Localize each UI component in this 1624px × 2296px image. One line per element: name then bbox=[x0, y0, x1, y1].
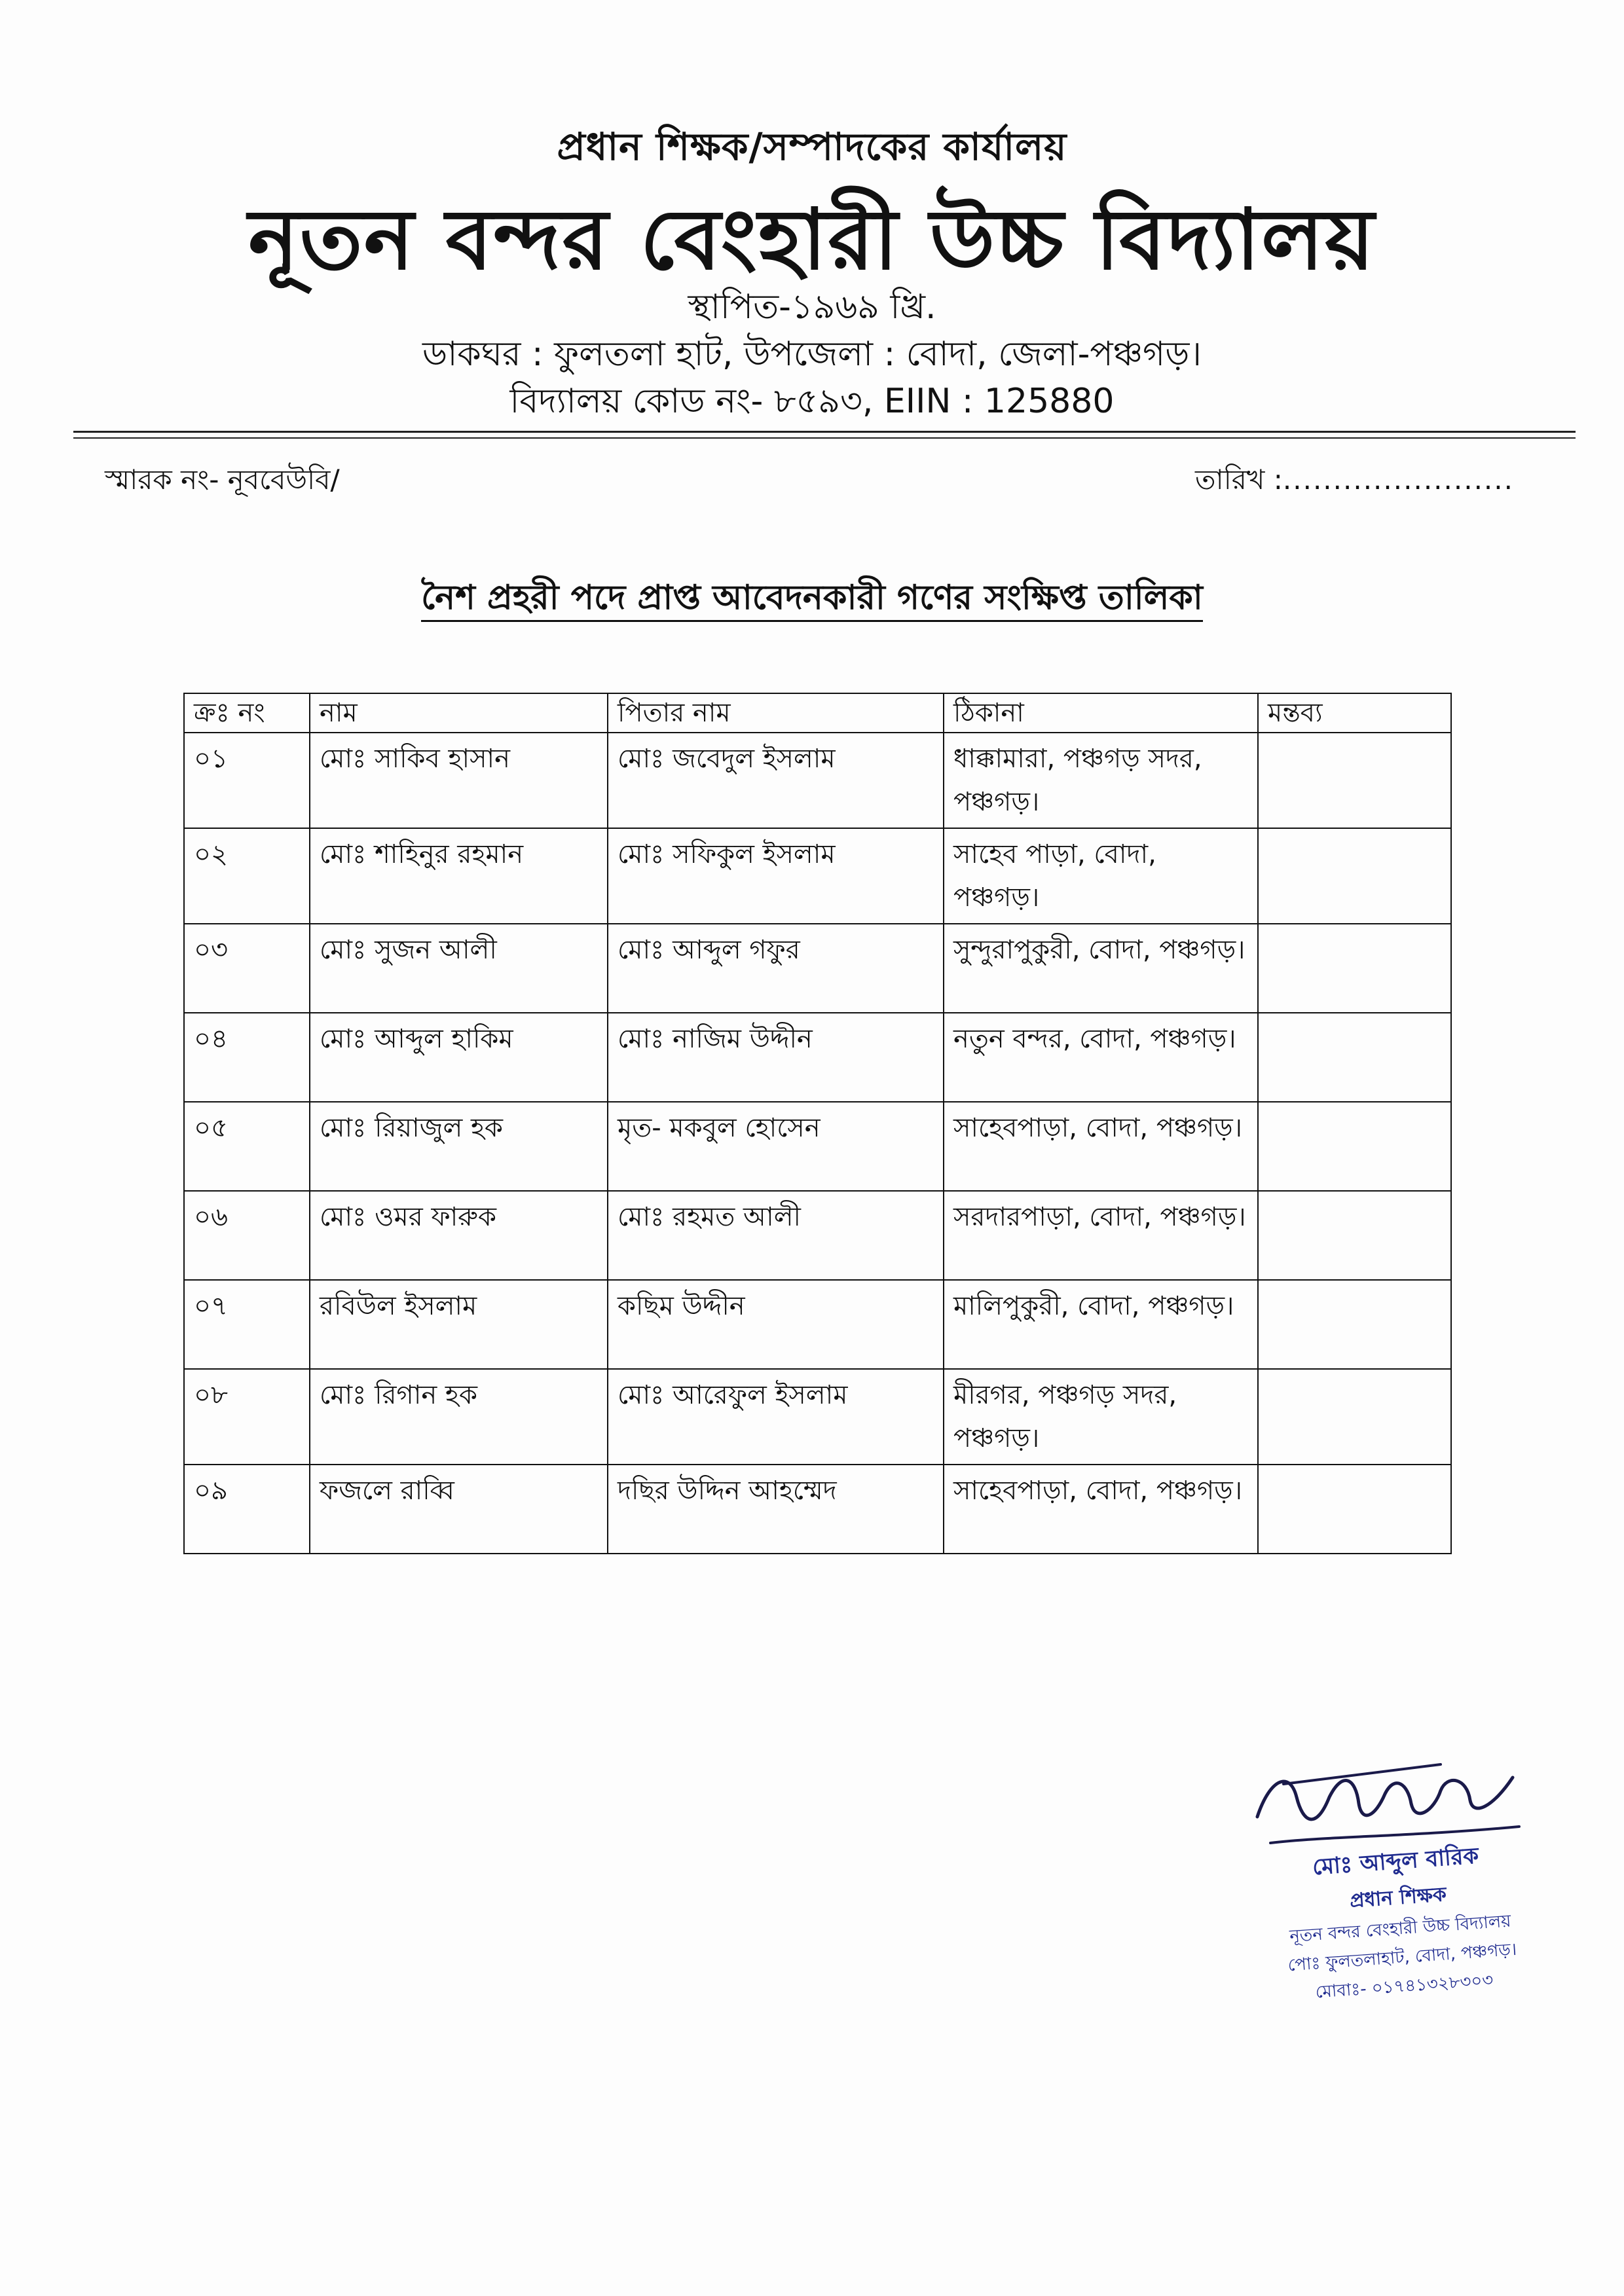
stamp-post: পোঃ ফুলতলাহাট, বোদা, পঞ্চগড়। bbox=[1287, 1939, 1518, 1976]
cell-remark bbox=[1258, 1102, 1451, 1191]
address-line: ডাকঘর : ফুলতলা হাট, উপজেলা : বোদা, জেলা-পঞ্চগড়। bbox=[422, 335, 1202, 374]
cell-address: মীরগর, পঞ্চগড় সদর, পঞ্চগড়। bbox=[944, 1369, 1258, 1465]
cell-serial: ০১ bbox=[184, 733, 310, 828]
cell-serial: ০৫ bbox=[184, 1102, 310, 1191]
stamp-title: প্রধান শিক্ষক bbox=[1349, 1883, 1448, 1913]
table-row bbox=[184, 1465, 1451, 1554]
applicants-table bbox=[183, 693, 1452, 1554]
cell-name: মোঃ আব্দুল হাকিম bbox=[310, 1013, 608, 1102]
school-name: নূতন বন্দর বেংহারী উচ্চ বিদ্যালয় bbox=[248, 191, 1376, 289]
cell-address: সাহেবপাড়া, বোদা, পঞ্চগড়। bbox=[944, 1465, 1258, 1554]
header-divider-thin bbox=[73, 437, 1576, 439]
date-dots: ....................... bbox=[1282, 464, 1514, 496]
date-label: তারিখ : bbox=[1195, 464, 1283, 496]
signature-block bbox=[1231, 1738, 1572, 2003]
cell-remark bbox=[1258, 1465, 1451, 1554]
cell-address: সাহেবপাড়া, বোদা, পঞ্চগড়। bbox=[944, 1102, 1258, 1191]
stamp-school: নূতন বন্দর বেংহারী উচ্চ বিদ্যালয় bbox=[1289, 1911, 1512, 1947]
cell-serial: ০৮ bbox=[184, 1369, 310, 1465]
cell-remark bbox=[1258, 924, 1451, 1013]
table-row bbox=[184, 733, 1451, 828]
header-serial: ক্রঃ নং bbox=[184, 693, 310, 733]
header-remark: মন্তব্য bbox=[1258, 693, 1451, 733]
header-father-name: পিতার নাম bbox=[608, 693, 944, 733]
cell-father-name: মোঃ রহমত আলী bbox=[608, 1191, 944, 1280]
cell-father-name: মোঃ নাজিম উদ্দীন bbox=[608, 1013, 944, 1102]
cell-remark bbox=[1258, 733, 1451, 828]
cell-address: সাহেব পাড়া, বোদা, পঞ্চগড়। bbox=[944, 828, 1258, 924]
official-stamp bbox=[1231, 1833, 1569, 2013]
cell-address: মালিপুকুরী, বোদা, পঞ্চগড়। bbox=[944, 1280, 1258, 1369]
cell-name: ফজলে রাব্বি bbox=[310, 1465, 608, 1554]
cell-remark bbox=[1258, 828, 1451, 924]
cell-remark bbox=[1258, 1369, 1451, 1465]
memo-number: স্মারক নং- নূববেউবি/ bbox=[105, 464, 340, 496]
cell-address: সরদারপাড়া, বোদা, পঞ্চগড়। bbox=[944, 1191, 1258, 1280]
cell-name: মোঃ ওমর ফারুক bbox=[310, 1191, 608, 1280]
cell-name: মোঃ সাকিব হাসান bbox=[310, 733, 608, 828]
cell-address: নতুন বন্দর, বোদা, পঞ্চগড়। bbox=[944, 1013, 1258, 1102]
list-title bbox=[0, 571, 1624, 628]
cell-father-name: মোঃ সফিকুল ইসলাম bbox=[608, 828, 944, 924]
stamp-name: মোঃ আব্দুল বারিক bbox=[1312, 1842, 1480, 1881]
cell-serial: ০৩ bbox=[184, 924, 310, 1013]
cell-father-name: মৃত- মকবুল হোসেন bbox=[608, 1102, 944, 1191]
cell-serial: ০২ bbox=[184, 828, 310, 924]
table-header-row bbox=[184, 693, 1451, 733]
cell-remark bbox=[1258, 1280, 1451, 1369]
cell-name: মোঃ রিগান হক bbox=[310, 1369, 608, 1465]
cell-remark bbox=[1258, 1013, 1451, 1102]
cell-father-name: দছির উদ্দিন আহম্মেদ bbox=[608, 1465, 944, 1554]
school-code-line: বিদ্যালয় কোড নং- ৮৫৯৩, EIIN : 125880 bbox=[509, 382, 1115, 421]
cell-serial: ০৪ bbox=[184, 1013, 310, 1102]
cell-name: মোঃ রিয়াজুল হক bbox=[310, 1102, 608, 1191]
cell-remark bbox=[1258, 1191, 1451, 1280]
cell-father-name: কছিম উদ্দীন bbox=[608, 1280, 944, 1369]
table-row bbox=[184, 1102, 1451, 1191]
date-field bbox=[1195, 458, 1514, 505]
header-name: নাম bbox=[310, 693, 608, 733]
cell-name: মোঃ সুজন আলী bbox=[310, 924, 608, 1013]
cell-address: ধাক্কামারা, পঞ্চগড় সদর, পঞ্চগড়। bbox=[944, 733, 1258, 828]
header-divider-thick bbox=[73, 431, 1576, 433]
cell-serial: ০৭ bbox=[184, 1280, 310, 1369]
cell-serial: ০৯ bbox=[184, 1465, 310, 1554]
office-line: প্রধান শিক্ষক/সম্পাদকের কার্যালয় bbox=[557, 124, 1067, 169]
stamp-mobile: মোবাঃ- ০১৭৪১৩২৮৩০৩ bbox=[1314, 1970, 1494, 2003]
cell-father-name: মোঃ আব্দুল গফুর bbox=[608, 924, 944, 1013]
cell-address: সুন্দুরাপুকুরী, বোদা, পঞ্চগড়। bbox=[944, 924, 1258, 1013]
header-address: ঠিকানা bbox=[944, 693, 1258, 733]
table-row bbox=[184, 924, 1451, 1013]
cell-name: মোঃ শাহিনুর রহমান bbox=[310, 828, 608, 924]
table-row bbox=[184, 1369, 1451, 1465]
established-line: স্থাপিত-১৯৬৯ খ্রি. bbox=[688, 287, 936, 327]
table-row bbox=[184, 1280, 1451, 1369]
list-title-text: নৈশ প্রহরী পদে প্রাপ্ত আবেদনকারী গণের সংক্ষিপ্ত তালিকা bbox=[421, 578, 1203, 622]
cell-name: রবিউল ইসলাম bbox=[310, 1280, 608, 1369]
table-row bbox=[184, 1191, 1451, 1280]
cell-serial: ০৬ bbox=[184, 1191, 310, 1280]
table-row bbox=[184, 1013, 1451, 1102]
cell-father-name: মোঃ জবেদুল ইসলাম bbox=[608, 733, 944, 828]
table-row bbox=[184, 828, 1451, 924]
cell-father-name: মোঃ আরেফুল ইসলাম bbox=[608, 1369, 944, 1465]
